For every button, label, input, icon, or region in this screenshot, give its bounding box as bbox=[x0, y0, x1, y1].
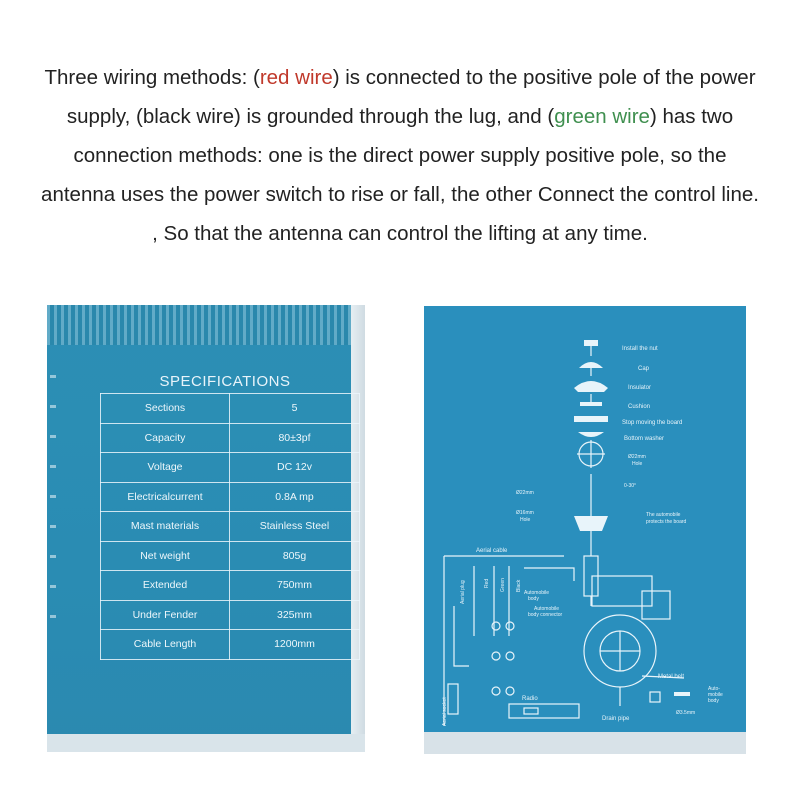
label-insulator: Insulator bbox=[628, 385, 652, 391]
hole-crosshair bbox=[577, 440, 605, 468]
red-wire-text: red wire bbox=[259, 66, 333, 89]
label-drain-pipe: Drain pipe bbox=[602, 716, 630, 722]
spec-row bbox=[101, 571, 360, 601]
label-red: Red bbox=[484, 578, 490, 588]
spec-label: Net weight bbox=[101, 541, 230, 571]
package-edge-marks bbox=[50, 375, 56, 625]
label-radio: Radio bbox=[522, 696, 538, 702]
label-body-connector-1: Automobile bbox=[534, 606, 560, 612]
insulator-part bbox=[574, 381, 608, 392]
spec-value: 1200mm bbox=[230, 630, 360, 660]
label-dim-35: Ø3.5mm bbox=[676, 710, 696, 716]
spec-label: Voltage bbox=[101, 453, 230, 483]
spec-value: DC 12v bbox=[230, 453, 360, 483]
green-wire-text: green wire bbox=[554, 105, 650, 128]
label-hole-16: Ø16mm bbox=[516, 510, 534, 516]
package-bottom bbox=[47, 734, 365, 752]
specifications-title: SPECIFICATIONS bbox=[159, 373, 291, 390]
nut-part bbox=[584, 340, 598, 356]
wiring-harness bbox=[444, 556, 690, 726]
spec-row bbox=[101, 512, 360, 542]
label-hole-16-word: Hole bbox=[520, 517, 531, 523]
spec-value: 0.8A mp bbox=[230, 482, 360, 512]
package-wrinkle bbox=[47, 305, 365, 345]
label-auto-mobile-2: mobile bbox=[708, 692, 723, 698]
spec-label: Electricalcurrent bbox=[101, 482, 230, 512]
label-protects-2: protects the board bbox=[646, 519, 687, 525]
label-aerial-socket: Aerial socket bbox=[442, 697, 448, 726]
label-stop-moving-board: Stop moving the board bbox=[622, 420, 683, 426]
label-cap: Cap bbox=[638, 366, 650, 372]
spec-label: Capacity bbox=[101, 423, 230, 453]
spec-row bbox=[101, 541, 360, 571]
spec-row bbox=[101, 630, 360, 660]
label-angle: 0-30° bbox=[624, 483, 637, 489]
label-black: Black bbox=[516, 579, 522, 592]
spec-value: 5 bbox=[230, 394, 360, 424]
spec-row bbox=[101, 600, 360, 630]
spec-row bbox=[101, 423, 360, 453]
label-dim-22: Ø22mm bbox=[516, 490, 534, 496]
diagram-bottom bbox=[424, 732, 746, 754]
bottom-washer-part bbox=[578, 432, 604, 437]
spec-row bbox=[101, 394, 360, 424]
spec-label: Mast materials bbox=[101, 512, 230, 542]
label-green: Green bbox=[500, 578, 506, 592]
label-auto-mobile-3: body bbox=[708, 698, 719, 704]
label-metal-belt: Metal belt bbox=[658, 674, 685, 680]
label-auto-body-1: Automobile bbox=[524, 590, 550, 596]
label-auto-mobile-1: Auto- bbox=[708, 686, 720, 692]
spec-value: 325mm bbox=[230, 600, 360, 630]
stop-board-part bbox=[574, 416, 608, 422]
spec-value: 80±3pf bbox=[230, 423, 360, 453]
antenna-mast bbox=[574, 474, 684, 706]
spec-row bbox=[101, 482, 360, 512]
spec-value: 750mm bbox=[230, 571, 360, 601]
label-bottom-washer: Bottom washer bbox=[624, 436, 665, 442]
label-body-connector-2: body connector bbox=[528, 612, 563, 618]
spec-label: Extended bbox=[101, 571, 230, 601]
black-wire-text: black wire bbox=[142, 105, 234, 128]
label-install-nut: Install the nut bbox=[622, 346, 658, 352]
cushion-part bbox=[580, 394, 602, 406]
installation-diagram-card bbox=[424, 306, 746, 754]
label-hole-word: Hole bbox=[632, 461, 643, 467]
cap-part bbox=[579, 362, 603, 376]
label-auto-body-2: body bbox=[528, 596, 539, 602]
label-protects-1: The automobile bbox=[646, 512, 681, 518]
spec-label: Cable Length bbox=[101, 630, 230, 660]
spec-row bbox=[101, 453, 360, 483]
specifications-card bbox=[47, 305, 365, 752]
installation-diagram bbox=[424, 306, 746, 754]
spec-label: Under Fender bbox=[101, 600, 230, 630]
spec-value: Stainless Steel bbox=[230, 512, 360, 542]
spec-label: Sections bbox=[101, 394, 230, 424]
label-aerial-cable: Aerial cable bbox=[476, 548, 508, 554]
label-hole-22: Ø22mm bbox=[628, 454, 646, 460]
intro-text: Three wiring methods: (red wire) is connected to the positive pole of the power supply, (black wire) is grounded through the lug, and (green wire) has two connection methods: one is the direct power supply positive pole, so the antenna uses the power switch to rise or fall, the other Connect the control line. , So that the antenna can control the lifting at any time. bbox=[41, 66, 759, 245]
label-aerial-plug: Aerial plug bbox=[460, 580, 466, 604]
specifications-table bbox=[100, 393, 360, 660]
label-cushion: Cushion bbox=[628, 404, 651, 410]
spec-value: 805g bbox=[230, 541, 360, 571]
